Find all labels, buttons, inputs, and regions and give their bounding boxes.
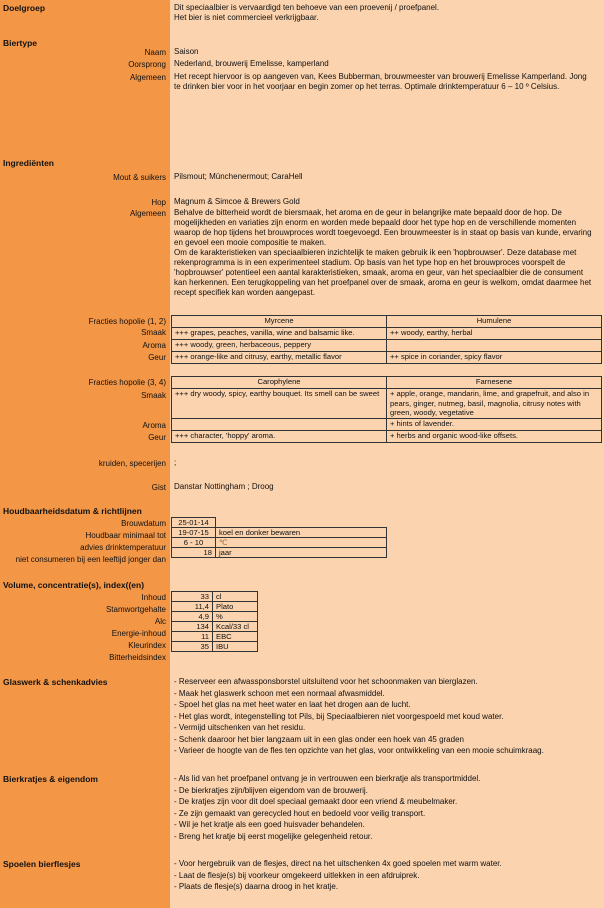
glaswerk-list [174,676,594,757]
hop-oil-table-2 [171,376,602,443]
table-cell: +++ orange-like and citrusy, earthy, metallic flavor [172,352,387,364]
list-item: - Vermijd uitschenken van het residu. [174,723,306,732]
table-cell: 35 [172,642,213,652]
table-cell: +++ character, 'hoppy' aroma. [172,431,387,443]
label-bitterheid: Bitterheidsindex [109,653,166,662]
label-oorsprong: Oorsprong [128,60,166,69]
table-cell: 25-01-14 [172,518,216,528]
list-item: - Voor hergebruik van de flesjes, direct na het uitschenken 4x goed spoelen met warm water. [174,859,502,868]
content-column [170,0,604,908]
table-header: Carophylene [172,377,387,389]
volume-table [171,591,258,652]
table-cell: EBC [213,632,258,642]
label-aroma: Aroma [142,421,166,430]
table-cell: Plato [213,602,258,612]
label-smaak: Smaak [141,391,166,400]
value-naam: Saison [174,47,199,56]
table-cell: jaar [216,548,387,558]
list-item: - Ze zijn gemaakt van gerecycled hout en bedoeld voor veilig transport. [174,808,426,818]
section-heading-biertype: Biertype [3,38,38,48]
label-houdbaar: Houdbaar minimaal tot [85,531,166,540]
label-inhoud: Inhoud [141,593,166,602]
label-drinktemperatuur: advies drinktemperatuur [80,543,166,552]
table-cell [387,340,602,352]
section-heading-doelgroep: Doelgroep [3,3,46,13]
list-item: - Varieer de hoogte van de fles ten opzichte van het glas, voor ontwikkeling van een mooie schuimkraag. [174,746,544,755]
label-geur: Geur [148,433,166,442]
value-hop: Magnum & Simcoe & Brewers Gold [174,197,300,206]
doelgroep-text [174,3,594,23]
list-item: - Reserveer een afwassponsborstel uitsluitend voor het schoonmaken van bierglazen. [174,677,478,686]
table-cell: 134 [172,622,213,632]
list-item: - Maak het glaswerk schoon met een normaal afwasmiddel. [174,688,385,698]
section-heading-volume: Volume, concentratie(s), index((en) [3,580,145,590]
table-cell [172,419,387,431]
value-gist: Danstar Nottingham ; Droog [174,482,274,491]
list-item: - Spoel het glas na met heet water en laat het drogen aan de lucht. [174,700,411,709]
table-cell: cl [213,592,258,602]
hop-oil-table-1 [171,315,602,364]
list-item: - Als lid van het proefpanel ontvang je in vertrouwen een bierkratje als transportmiddel. [174,774,481,783]
list-item: - Laat de flesje(s) bij voorkeur omgekeerd uitlekken in een afdruiprek. [174,870,420,880]
spoelen-list [174,858,594,893]
label-ingredienten-algemeen: Algemeen [129,209,166,218]
table-cell: 11,4 [172,602,213,612]
list-item: - De bierkratjes zijn/blijven eigendom van de brouwerij. [174,785,368,795]
table-cell: 6 - 10 [172,538,216,548]
value-ingredienten-algemeen [174,208,594,298]
label-kleurindex: Kleurindex [128,641,166,650]
list-item: - Schenk daaroor het bier langzaam uit in een glas onder een hoek van 45 graden [174,734,464,744]
algemeen-paragraph: Om de karakteristieken van speciaalbieren inzichtelijk te maken gebruik ik een 'hopbrouwser'. Deze database met rekenprogramma is in een experimenteel stadium. Op basis van het type hop en het brouwproces voorspelt de 'hopbrouwser' potentieel een aantal karakteristieken, smaak, aroma en geur, van het speciaalbier die de consument kan herkennen. Een terugkoppeling van het proefpanel over de smaak, aroma en geur is welkom, omdat daarmee het recept specifiek kan worden aangepast. [174,248,592,297]
label-column [0,0,170,908]
section-heading-glaswerk: Glaswerk & schenkadvies [3,677,108,687]
table-cell [216,518,387,528]
table-cell: 33 [172,592,213,602]
table-cell: +++ dry woody, spicy, earthy bouquet. Its smell can be sweet [172,389,387,419]
list-item: - De kratjes zijn voor dit doel speciaal gemaakt door een vriend & meubelmaker. [174,797,458,806]
table-cell: ++ spice in coriander, spicy flavor [387,352,602,364]
table-cell: + herbs and organic wood-like offsets. [387,431,602,443]
table-cell: Kcal/33 cl [213,622,258,632]
label-alc: Alc [154,617,166,626]
label-mout: Mout & suikers [113,173,166,182]
table-cell: +++ grapes, peaches, vanilla, wine and balsamic like. [172,328,387,340]
table-header: Humulene [387,316,602,328]
table-cell: koel en donker bewaren [216,528,387,538]
list-item: - Het glas wordt, integenstelling tot Pils, bij Speciaalbieren niet voorgespoeld met koud water. [174,711,504,721]
doelgroep-line: Het bier is niet commercieel verkrijgbaar. [174,13,319,22]
label-algemeen: Algemeen [129,73,166,82]
label-kruiden: kruiden, specerijen [98,459,166,468]
label-geur: Geur [148,353,166,362]
label-leeftijd: niet consumeren bij een leeftijd jonger dan [15,555,166,564]
list-item: - Wil je het kratje als een goed huisvader behandelen. [174,820,365,829]
label-stamwort: Stamwortgehalte [105,605,166,614]
table-cell: + hints of lavender. [387,419,602,431]
label-fracties-2: Fracties hopolie (3, 4) [88,378,166,387]
table-cell: 19-07-15 [172,528,216,538]
section-heading-spoelen: Spoelen bierflesjes [3,859,81,869]
table-cell: + apple, orange, mandarin, lime, and grapefruit, and also in pears, ginger, nutmeg, basil, magnolia, citrusy notes with green, woody, vegetative [387,389,602,419]
label-smaak: Smaak [141,328,166,337]
section-heading-bierkratjes: Bierkratjes & eigendom [3,774,98,784]
label-energie: Energie-inhoud [111,629,166,638]
section-heading-ingredienten: Ingrediënten [3,158,55,168]
table-cell: 18 [172,548,216,558]
table-cell: % [213,612,258,622]
table-cell: 11 [172,632,213,642]
value-kruiden: ; [174,458,177,467]
algemeen-paragraph: Behalve de bitterheid wordt de biersmaak, het aroma en de geur in belangrijke mate bepaald door de hop. De mogelijkheden en variaties zijn enorm en worden mede bepaald door het type hop en de verschillende momenten waarop de hop tijdens het brouwproces wordt toegevoegd. Een brouwmeester is in staat op basis van kunde, ervaring en gevoel een mooie compositie te maken. [174,208,592,247]
label-aroma: Aroma [142,341,166,350]
table-cell: IBU [213,642,258,652]
list-item: - Plaats de flesje(s) daarna droog in het kratje. [174,882,339,891]
label-fracties-1: Fracties hopolie (1, 2) [88,317,166,326]
table-cell: ++ woody, earthy, herbal [387,328,602,340]
list-item: - Breng het kratje bij eerst mogelijke gelegenheid retour. [174,831,373,841]
section-heading-houdbaarheid: Houdbaarheidsdatum & richtlijnen [3,506,142,516]
label-gist: Gist [151,483,166,492]
table-cell: +++ woody, green, herbaceous, peppery [172,340,387,352]
value-mout: Pilsmout; Münchenermout; CaraHell [174,172,303,181]
table-cell: 4,9 [172,612,213,622]
label-naam: Naam [144,48,166,57]
bierkratjes-list [174,773,594,842]
table-header: Myrcene [172,316,387,328]
value-oorsprong: Nederland, brouwerij Emelisse, kamperland [174,59,329,68]
label-brouwdatum: Brouwdatum [121,519,166,528]
doelgroep-line: Dit speciaalbier is vervaardigd ten behoeve van een proevenij / proefpanel. [174,3,440,12]
table-header: Farnesene [387,377,602,389]
value-algemeen: Het recept hiervoor is op aangeven van, Kees Bubberman, brouwmeester van brouwerij Emelisse Kamperland. Jong te drinken bier voor in het voorjaar en begin zomer op het terras. Optimale drinktemperatuur 6 – 10 º Celsius. [174,72,587,91]
houdbaarheid-table [171,517,387,558]
table-cell: ℃ [216,538,387,548]
label-hop: Hop [151,198,166,207]
